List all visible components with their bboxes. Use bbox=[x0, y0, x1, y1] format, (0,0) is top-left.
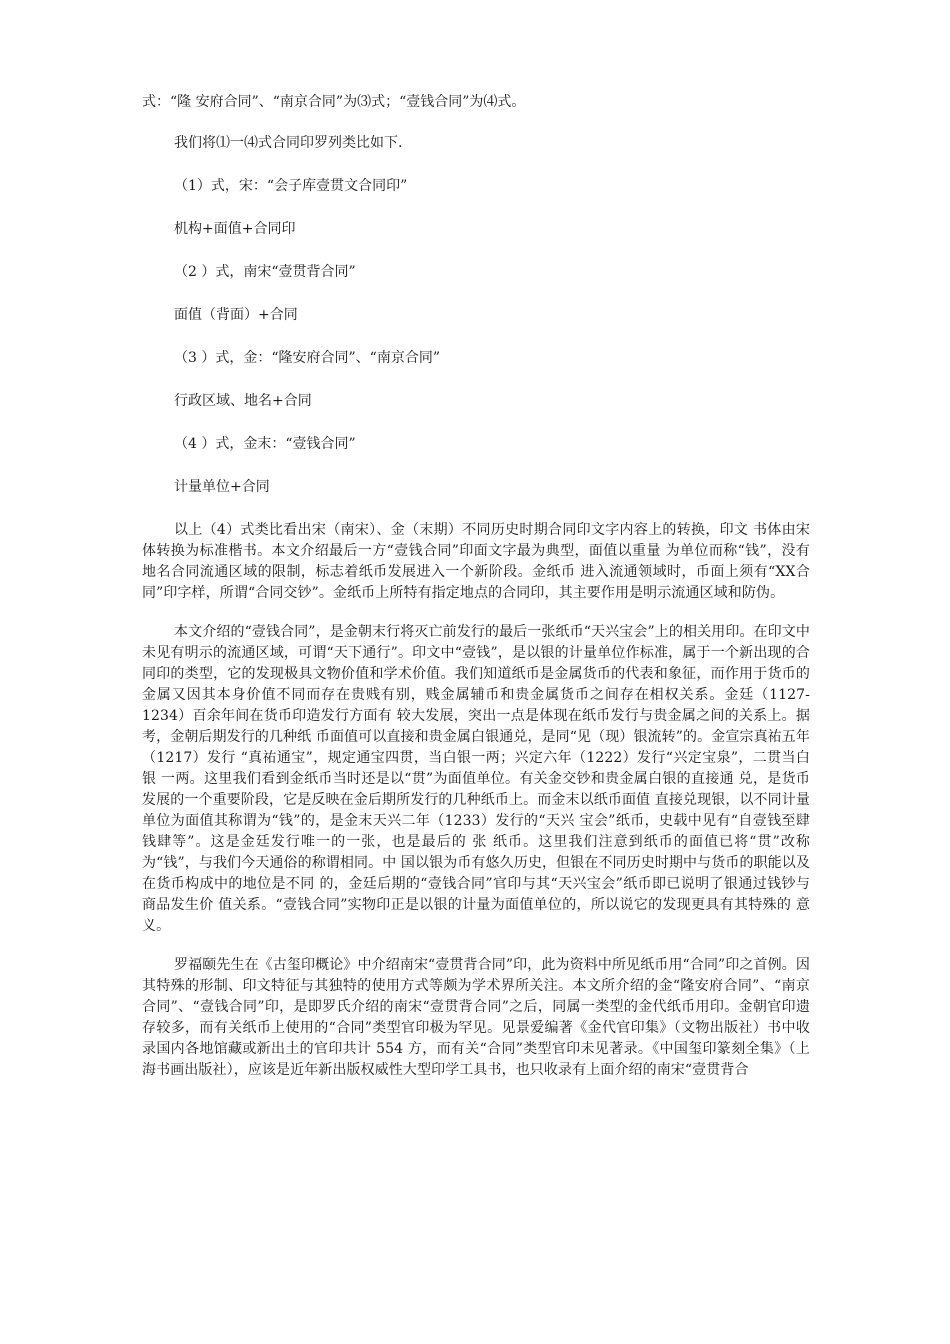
paragraph-luo-fuyi: 罗福颐先生在《古玺印概论》中介绍南宋“壹贯背合同”印，此为资料中所见纸币用“合同”印之首例。因其特殊的形制、印文特征与其独特的使用方式等颇为学术界所关注。本文所介绍的金“隆安府合同”、“南京合同”、“壹钱合同”印，是即罗氏介绍的南宋“壹贯背合同”之后，同属一类型的金代纸币用印。金朝官印遗存较多，而有关纸币上使用的“合同”类型官印极为罕见。见景爱编著《金代官印集》（文物出版社）书中收录国内各地馆藏或新出土的官印共计 554 方，而有关“合同”类型官印未见著录。《中国玺印篆刻全集》（上海书画出版社），应该是近年新出版权威性大型印学工具书，也只收录有上面介绍的南宋“壹贯背合 bbox=[142, 957, 810, 1078]
list-intro: 我们将⑴一⑷式合同印罗列类比如下. bbox=[174, 135, 403, 151]
list-item-1-formula: 机构+面值+合同印 bbox=[174, 221, 296, 237]
list-item-3-formula: 行政区域、地名+合同 bbox=[174, 393, 312, 409]
list-item-4-title: （4 ）式，金末：“壹钱合同” bbox=[174, 436, 356, 452]
list-item-2-title: （2 ）式，南宋“壹贯背合同” bbox=[174, 264, 356, 280]
continuation-line: 式：“隆 安府合同”、“南京合同”为⑶式；“壹钱合同”为⑷式。 bbox=[142, 94, 526, 110]
list-item-3-title: （3 ）式，金：“隆安府合同”、“南京合同” bbox=[174, 350, 440, 366]
paragraph-comparison: 以上（4）式类比看出宋（南宋）、金（末期）不同历史时期合同印文字内容上的转换，印文 书体由宋体转换为标准楷书。本文介绍最后一方“壹钱合同”印面文字最为典型，面值以重量 为单位而称“钱”，没有地名合同流通区域的限制，标志着纸币发展进入一个新阶段。金纸币 进入流通领域时，币面上须有“XX合同”印字样，所谓“合同交钞”。金纸币上所特有指定地点的合同印，其主要作用是明示流通区域和防伪。 bbox=[142, 522, 810, 601]
list-item-4-formula: 计量单位+合同 bbox=[174, 479, 270, 495]
list-item-1-title: （1）式，宋：“会子库壹贯文合同印” bbox=[174, 178, 408, 194]
document-page bbox=[142, 92, 810, 1099]
list-item-2-formula: 面值（背面）+合同 bbox=[174, 307, 298, 323]
paragraph-yiqian-hetong: 本文介绍的“壹钱合同”，是金朝末行将灭亡前发行的最后一张纸币“天兴宝会”上的相关用印。在印文中未见有明示的流通区域，可谓“天下通行”。印文中“壹钱”，是以银的计量单位作标准，属于一个新出现的合同印的类型，它的发现极具文物价值和学术价值。我们知道纸币是金属货币的代表和象征，而作用于货币的金属又因其本身价值不同而存在贵贱有别，贱金属辅币和贵金属货币之间存在相权关系。金廷（1127-1234）百余年间在货币印造发行方面有 较大发展，突出一点是体现在纸币发行与贵金属之间的关系上。据考，金朝后期发行的几种纸 币面值可以直接和贵金属白银通兑，是同“见（现）银流转”的。金宣宗真祐五年（1217）发行 “真祐通宝”，规定通宝四贯，当白银一两；兴定六年（1222）发行“兴定宝泉”，二贯当白银 一两。这里我们看到金纸币当时还是以“贯”为面值单位。有关金交钞和贵金属白银的直接通 兑，是货币发展的一个重要阶段，它是反映在金后期所发行的几种纸币上。而金末以纸币面值 直接兑现银，以不同计量单位为面值其称谓为“钱”的，是金末天兴二年（1233）发行的“天兴 宝会”纸币，史载中见有“自壹钱至肆钱肆等”。这是金廷发行唯一的一张，也是最后的 张 纸币。这里我们注意到纸币的面值已将“贯”改称为“钱”，与我们今天通俗的称谓相同。中 国以银为币有悠久历史，但银在不同历史时期中与货币的职能以及在货币构成中的地位是不同 的，金廷后期的“壹钱合同”官印与其“天兴宝会”纸币即已说明了银通过钱钞与商品发生价 值关系。“壹钱合同”实物印正是以银的计量为面值单位的，所以说它的发现更具有其特殊的 意义。 bbox=[142, 624, 810, 934]
